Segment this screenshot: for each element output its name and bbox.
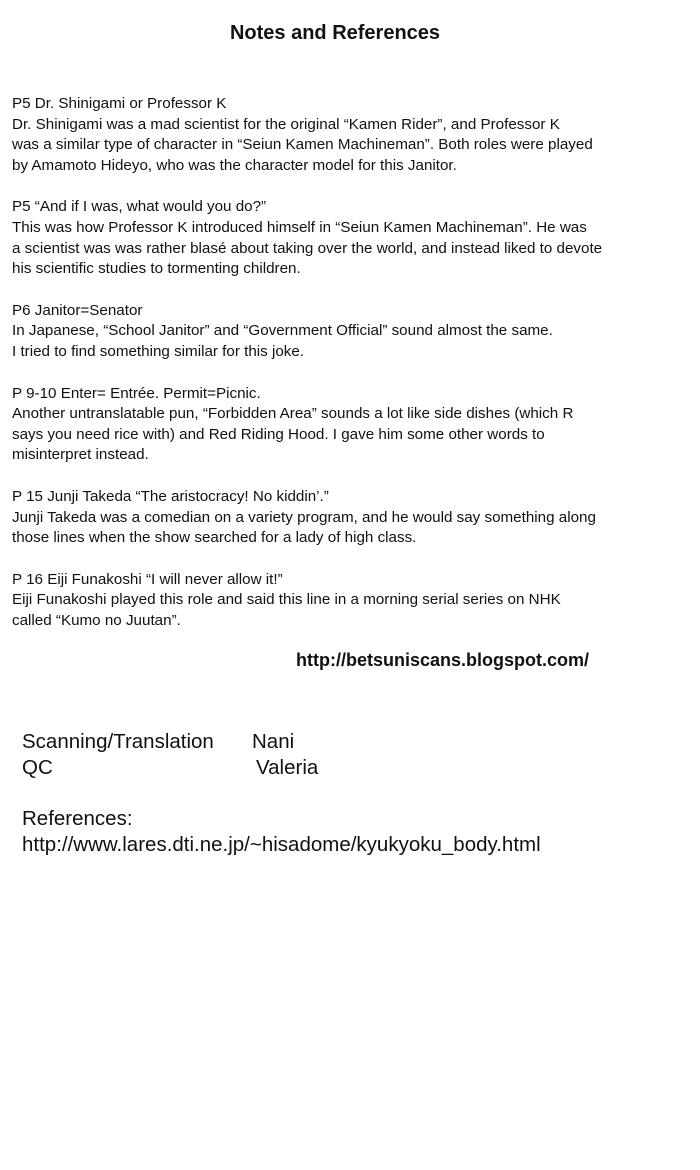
note-p6-janitor <box>12 301 698 363</box>
note-line: says you need rice with) and Red Riding Hood. I gave him some other words to <box>12 425 545 443</box>
note-line: In Japanese, “School Janitor” and “Government Official” sound almost the same. <box>12 322 553 340</box>
references <box>22 806 541 858</box>
note-line: Junji Takeda was a comedian on a variety program, and he would say something along <box>12 508 596 526</box>
note-p9-10-pun <box>12 384 698 466</box>
note-line: by Amamoto Hideyo, who was the character model for this Janitor. <box>12 156 457 174</box>
note-line: those lines when the show searched for a lady of high class. <box>12 529 417 547</box>
note-line: called “Kumo no Juutan”. <box>12 611 181 629</box>
note-line: I tried to find something similar for this joke. <box>12 342 305 360</box>
note-heading: P 15 Junji Takeda “The aristocracy! No kiddin’.” <box>12 487 329 505</box>
note-p15-takeda <box>12 487 698 549</box>
note-line: Dr. Shinigami was a mad scientist for the original “Kamen Rider”, and Professor K <box>12 115 560 133</box>
note-p5-quote <box>12 197 698 279</box>
credit-role: Scanning/Translation <box>22 730 214 753</box>
note-line: his scientific studies to tormenting children. <box>12 260 301 278</box>
references-url: http://www.lares.dti.ne.jp/~hisadome/kyukyoku_body.html <box>22 833 541 856</box>
note-heading: P5 “And if I was, what would you do?” <box>12 198 267 216</box>
page-title: Notes and References <box>229 22 441 44</box>
site-url: http://betsuniscans.blogspot.com/ <box>296 650 590 670</box>
note-line: Eiji Funakoshi played this role and said this line in a morning serial series on NHK <box>12 591 561 609</box>
note-p16-funakoshi <box>12 570 698 632</box>
note-line: Another untranslatable pun, “Forbidden Area” sounds a lot like side dishes (which R <box>12 405 574 423</box>
note-heading: P6 Janitor=Senator <box>12 301 143 319</box>
credit-name: Nani <box>252 730 295 753</box>
notes-section <box>12 94 698 652</box>
references-label: References: <box>22 807 133 830</box>
note-line: misinterpret instead. <box>12 446 149 464</box>
note-line: was a similar type of character in “Seiun Kamen Machineman”. Both roles were played <box>12 136 593 154</box>
credit-role: QC <box>22 756 53 779</box>
credit-name: Valeria <box>256 756 319 779</box>
note-line: This was how Professor K introduced himself in “Seiun Kamen Machineman”. He was <box>12 218 587 236</box>
note-heading: P5 Dr. Shinigami or Professor K <box>12 95 227 112</box>
note-line: a scientist was was rather blasé about taking over the world, and instead liked to devote <box>12 239 603 257</box>
note-heading: P 16 Eiji Funakoshi “I will never allow it!” <box>12 570 283 588</box>
note-p5-shinigami <box>12 94 698 176</box>
note-heading: P 9-10 Enter= Entrée. Permit=Picnic. <box>12 384 261 402</box>
